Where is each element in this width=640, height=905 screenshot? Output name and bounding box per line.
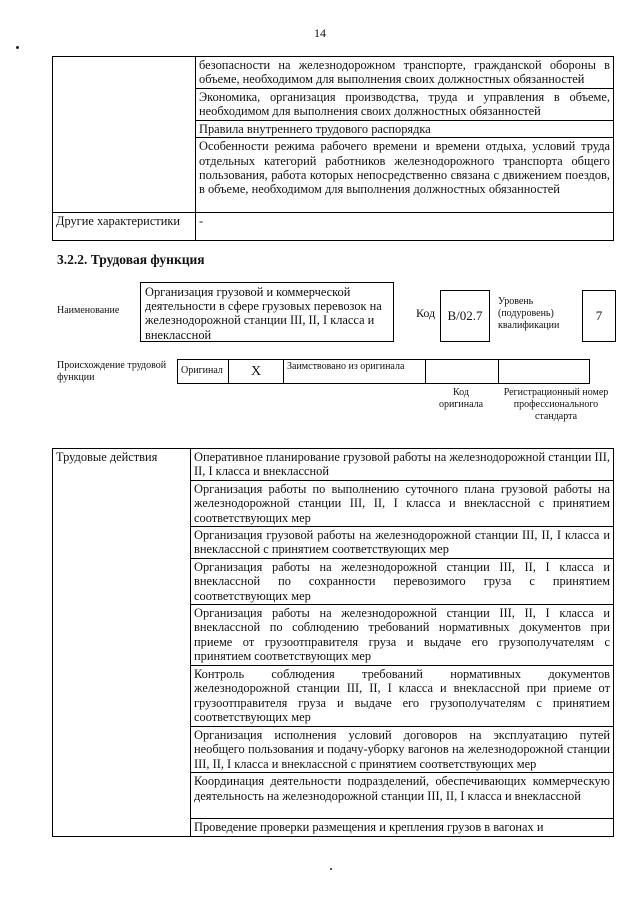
function-name: Организация грузовой и коммерческой деятельности в сфере грузовых перевозок на железнодорожной станции III, II, I класса и внекласcной [140,282,394,342]
knowledge-row: Экономика, организация производства, труда и управления в объеме, необходимом для выполнения своих должностных обязанностей [196,89,614,121]
other-characteristics-value: - [196,213,614,241]
origin-label: Происхождение трудовой функции [57,360,167,383]
action-item: Организация работы на железнодорожной станции III, II, I класса и внеклассной по соблюдению требований нормативных документов при приеме от грузоотправителя груза и выдаче его грузополучателям с принятием соответствующих мер [191,605,614,666]
code-label: Код [416,306,436,320]
name-label: Наименование [57,305,120,316]
level-label: Уровень (подуровень) квалификации [498,296,560,331]
original-label: Оригинал [177,359,229,384]
original-code-label: Код оригинала [438,387,484,410]
action-item: Организация работы на железнодорожной станции III, II, I класса и внеклассной по сохранности перевозимого груза с принятием соответствующих мер [191,558,614,604]
action-item: Организация исполнения условий договоров на эксплуатацию путей необщего пользования и подачу-уборку вагонов на железнодорожной станции III, II, I класса и внеклассной с принятием соответствующих мер [191,727,614,773]
knowledge-table [52,56,614,241]
knowledge-row: Особенности режима рабочего времени и времени отдыха, условий труда отдельных категорий работников железнодорожного транспорта общего пользования, работа которых непосредственно связана с движением поездов, в объеме, необходимом для выполнения должностных обязанностей [196,138,614,213]
page-number: 14 [314,26,326,40]
original-mark: X [228,359,284,384]
level-value: 7 [582,290,616,342]
origin-row [178,359,590,384]
action-item: Проведение проверки размещения и крепления грузов в вагонах и [191,819,614,836]
action-item: Контроль соблюдения требований нормативных документов железнодорожной станции III, II, I класса и внеклассной при приеме от грузоотправителя груза и выдаче его грузополучателям с принятием соответствующих мер [191,666,614,727]
borrowed-label: Заимствовано из оригинала [283,359,426,384]
scan-dot [16,46,19,49]
scan-dot [330,868,332,870]
action-item: Координация деятельности подразделений, обеспечивающих коммерческую деятельность на железнодорожной станции III, II, I класса и внеклассной [191,773,614,819]
actions-table [52,448,614,837]
other-characteristics-label: Другие характеристики [53,213,196,241]
original-code-cell [425,359,499,384]
empty-label-cell [53,57,196,213]
reg-number-label: Регистрационный номер профессионального стандарта [503,387,609,422]
reg-number-cell [498,359,590,384]
action-item: Оперативное планирование грузовой работы на железнодорожной станции III, II, I класса и внеклассной [191,449,614,481]
code-value: B/02.7 [440,290,490,342]
action-item: Организация грузовой работы на железнодорожной станции III, II, I класса и внеклассной с принятием соответствующих мер [191,527,614,559]
actions-label: Трудовые действия [53,449,191,837]
knowledge-row: Правила внутреннего трудового распорядка [196,120,614,137]
action-item: Организация работы по выполнению суточного плана грузовой работы на железнодорожной станции III, II, I класса и внеклассной с принятием соответствующих мер [191,480,614,526]
section-title: 3.2.2. Трудовая функция [57,252,205,267]
knowledge-row: безопасности на железнодорожном транспорте, гражданской обороны в объеме, необходимом для выполнения своих должностных обязанностей [196,57,614,89]
